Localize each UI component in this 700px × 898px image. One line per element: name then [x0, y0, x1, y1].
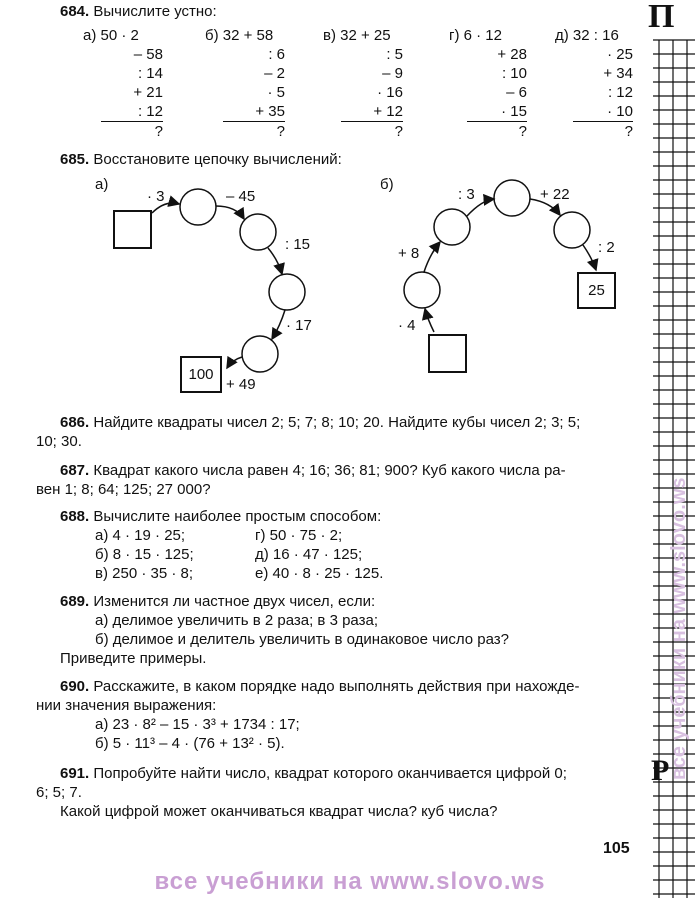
exercise-text-line: Попробуйте найти число, квадрат которого оканчивается цифрой 0;	[93, 765, 567, 782]
expression-item: в) 250 · 35 · 8;	[95, 565, 194, 582]
exercise-689	[60, 592, 509, 668]
exercise-text-line: Найдите квадраты чисел 2; 5; 7; 8; 10; 20. Найдите кубы чисел 2; 3; 5;	[93, 414, 581, 431]
exercise-tail: Приведите примеры.	[60, 650, 207, 667]
exercise-text-line: 6; 5; 7.	[36, 784, 82, 801]
expression-item: а) 4 · 19 · 25;	[95, 527, 186, 544]
exercise-title: Вычислите устно:	[93, 3, 217, 20]
column-operation: + 35	[255, 103, 285, 120]
column-result: ?	[573, 121, 633, 141]
exercise-text-line: Расскажите, в каком порядке надо выполнять действия при нахожде-	[93, 678, 580, 695]
chain-a-op-5: + 49	[226, 376, 256, 393]
column-operation: + 28	[497, 46, 527, 63]
exercise-title: Вычислите наиболее простым способом:	[93, 508, 382, 525]
column-result: ?	[223, 121, 285, 141]
column-operation: · 15	[501, 103, 527, 120]
expression-item: г) 50 · 75 · 2;	[255, 527, 343, 544]
exercise-text-line: 10; 30.	[36, 433, 82, 450]
side-letter-p: П	[648, 0, 675, 35]
column-operation: · 25	[607, 46, 633, 63]
chain-a-circle-2	[240, 214, 276, 250]
chain-b-start-box	[428, 334, 467, 373]
exercise-text-line: Квадрат какого числа равен 4; 16; 36; 81; 900? Куб какого числа ра-	[93, 462, 566, 479]
expression-item: а) 23 · 8² – 15 · 3³ + 1734 : 17;	[95, 716, 300, 733]
watermark: все учебники на www.slovo.ws	[154, 868, 546, 895]
column-start-expression: б) 32 + 58	[205, 27, 274, 44]
chain-a-circle-1	[180, 189, 216, 225]
chain-b-op-2: + 8	[398, 245, 420, 262]
chain-a	[152, 189, 305, 372]
chain-b-label: б)	[380, 176, 394, 193]
column-start-expression: а) 50 · 2	[83, 27, 139, 44]
exercise-691	[36, 764, 567, 821]
column-start-expression: в) 32 + 25	[323, 27, 391, 44]
column-start-expression: д) 32 : 16	[555, 27, 619, 44]
exercise-686	[36, 413, 581, 451]
column-operation: : 5	[386, 46, 403, 63]
column-start-expression: г) 6 · 12	[449, 27, 502, 44]
exercise-number: 686.	[60, 414, 90, 431]
exercise-number: 689.	[60, 593, 90, 610]
exercise-item: а) делимое увеличить в 2 раза; в 3 раза;	[95, 612, 378, 629]
exercise-690	[36, 677, 580, 753]
column-operation: : 12	[607, 84, 633, 101]
page-number: 105	[603, 840, 630, 857]
column-operation: · 16	[377, 84, 403, 101]
chain-b-op-1: · 4	[398, 317, 416, 334]
exercise-number: 687.	[60, 462, 90, 479]
column-operation: – 9	[382, 65, 403, 82]
exercise-688-heading	[60, 507, 381, 526]
exercise-688-left-items	[95, 526, 194, 583]
expression-item: б) 5 · 11³ – 4 · (76 + 13² · 5).	[95, 735, 285, 752]
exercise-title: Изменится ли частное двух чисел, если:	[93, 593, 376, 610]
expression-item: б) 8 · 15 · 125;	[95, 546, 194, 563]
column-operation: · 10	[607, 103, 633, 120]
chain-b-op-4: + 22	[540, 186, 570, 203]
exercise-title: Восстановите цепочку вычислений:	[93, 151, 342, 168]
chain-a-op-4: · 17	[286, 317, 312, 334]
expression-item: д) 16 · 47 · 125;	[255, 546, 363, 563]
exercise-number: 684.	[60, 3, 90, 20]
chain-b-op-3: : 3	[458, 186, 475, 203]
exercise-number: 691.	[60, 765, 90, 782]
side-watermark: все учебники на www.slovo.ws	[668, 477, 690, 780]
expression-item: е) 40 · 8 · 25 · 125.	[255, 565, 384, 582]
column-operation: : 10	[501, 65, 527, 82]
column-operation: · 5	[267, 84, 285, 101]
column-operation: : 6	[268, 46, 285, 63]
chain-b-circle-3	[494, 180, 530, 216]
chain-b-circle-4	[554, 212, 590, 248]
exercise-text-line: Какой цифрой может оканчиваться квадрат числа? куб числа?	[60, 803, 498, 820]
exercise-text-line: вен 1; 8; 64; 125; 27 000?	[36, 481, 211, 498]
exercise-687	[36, 461, 566, 499]
column-operation: – 58	[133, 46, 163, 63]
chain-a-circle-3	[269, 274, 305, 310]
column-operation: + 12	[373, 103, 403, 120]
chain-a-start-box	[113, 210, 152, 249]
chain-b-circle-2	[434, 209, 470, 245]
chain-a-op-2: – 45	[226, 188, 256, 205]
column-operation: : 14	[137, 65, 163, 82]
chain-b-op-5: : 2	[598, 239, 615, 256]
column-operation: – 6	[506, 84, 527, 101]
exercise-item: б) делимое и делитель увеличить в одинаковое число раз?	[95, 631, 510, 648]
column-result: ?	[341, 121, 403, 141]
column-operation: : 12	[137, 103, 163, 120]
exercise-688-right-items	[255, 526, 383, 583]
chain-a-op-1: · 3	[147, 188, 165, 205]
chain-b-end-box: 25	[577, 272, 616, 309]
chain-a-circle-4	[242, 336, 278, 372]
chain-a-end-box: 100	[180, 356, 222, 393]
column-result: ?	[101, 121, 163, 141]
column-operation: – 2	[264, 65, 285, 82]
chain-b-circle-1	[404, 272, 440, 308]
column-result: ?	[467, 121, 527, 141]
exercise-text-line: нии значения выражения:	[36, 697, 217, 714]
exercise-number: 690.	[60, 678, 90, 695]
chain-a-label: а)	[95, 176, 109, 193]
exercise-number: 685.	[60, 151, 90, 168]
column-operation: + 21	[133, 84, 163, 101]
exercise-number: 688.	[60, 508, 90, 525]
column-operation: + 34	[603, 65, 633, 82]
side-letter-r: Р	[651, 754, 670, 787]
chain-a-op-3: : 15	[285, 236, 311, 253]
